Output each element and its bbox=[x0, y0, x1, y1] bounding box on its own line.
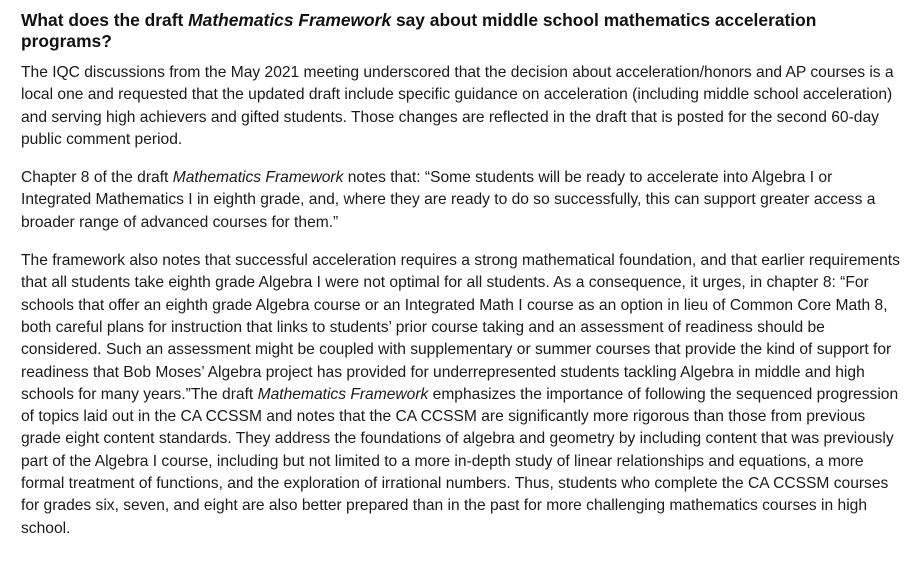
p2-framework-title: Mathematics Framework bbox=[172, 169, 344, 187]
document-body bbox=[21, 10, 901, 556]
paragraph-iqc-discussions: The IQC discussions from the May 2021 meeting underscored that the decision about acceleration/honors and AP courses is a local one and requested that the updated draft include specific guidance on acceleration (including middle school acceleration) and serving high achievers and gifted students. Those changes are reflected in the draft that is posted for the second 60-day public comment period. bbox=[21, 64, 894, 148]
paragraph-acceleration-foundation bbox=[21, 250, 901, 540]
p2-text-after: notes that: “Some students will be ready to accelerate into Algebra I or Integrated Mathematics I in eighth grade, and, where they are ready to do so successfully, this can support greater access a broader range of advanced courses for them.” bbox=[21, 169, 876, 231]
p3-text-after: emphasizes the importance of following the sequenced progression of topics laid out in the CA CCSSM and notes that the CA CCSSM are significantly more rigorous than those from previous grade eight content standards. They address the foundations of algebra and geometry by including content that was previously part of the Algebra I course, including but not limited to a more in-depth study of linear relationships and equations, a more formal treatment of functions, and the exploration of irrational numbers. Thus, students who complete the CA CCSSM courses for grades six, seven, and eight are also better prepared than in the past for more challenging mathematics courses in high school. bbox=[21, 385, 899, 537]
heading-text-after: say about middle school mathematics acceleration programs? bbox=[21, 10, 817, 51]
question-heading bbox=[21, 10, 901, 52]
heading-text-before: What does the draft bbox=[21, 10, 189, 30]
heading-framework-title: Mathematics Framework bbox=[188, 10, 392, 30]
p3-text-before: The framework also notes that successful acceleration requires a strong mathematical foundation, and that earlier requirements that all students take eighth grade Algebra I were not optimal for all students. As a consequence, it urges, in chapter 8: “For schools that offer an eighth grade Algebra course or an Integrated Math I course as an option in lieu of Common Core Math 8, both careful plans for instruction that links to students’ prior course taking and an assessment of readiness should be considered. Such an assessment might be coupled with supplementary or summer courses that provide the kind of support for readiness that Bob Moses’ Algebra project has provided for underrepresented students tackling Algebra in middle and high schools for many years.”The draft bbox=[21, 252, 900, 403]
p2-text-before: Chapter 8 of the draft bbox=[21, 169, 173, 187]
paragraph-chapter-8 bbox=[21, 167, 901, 234]
p3-framework-title: Mathematics Framework bbox=[257, 385, 429, 403]
